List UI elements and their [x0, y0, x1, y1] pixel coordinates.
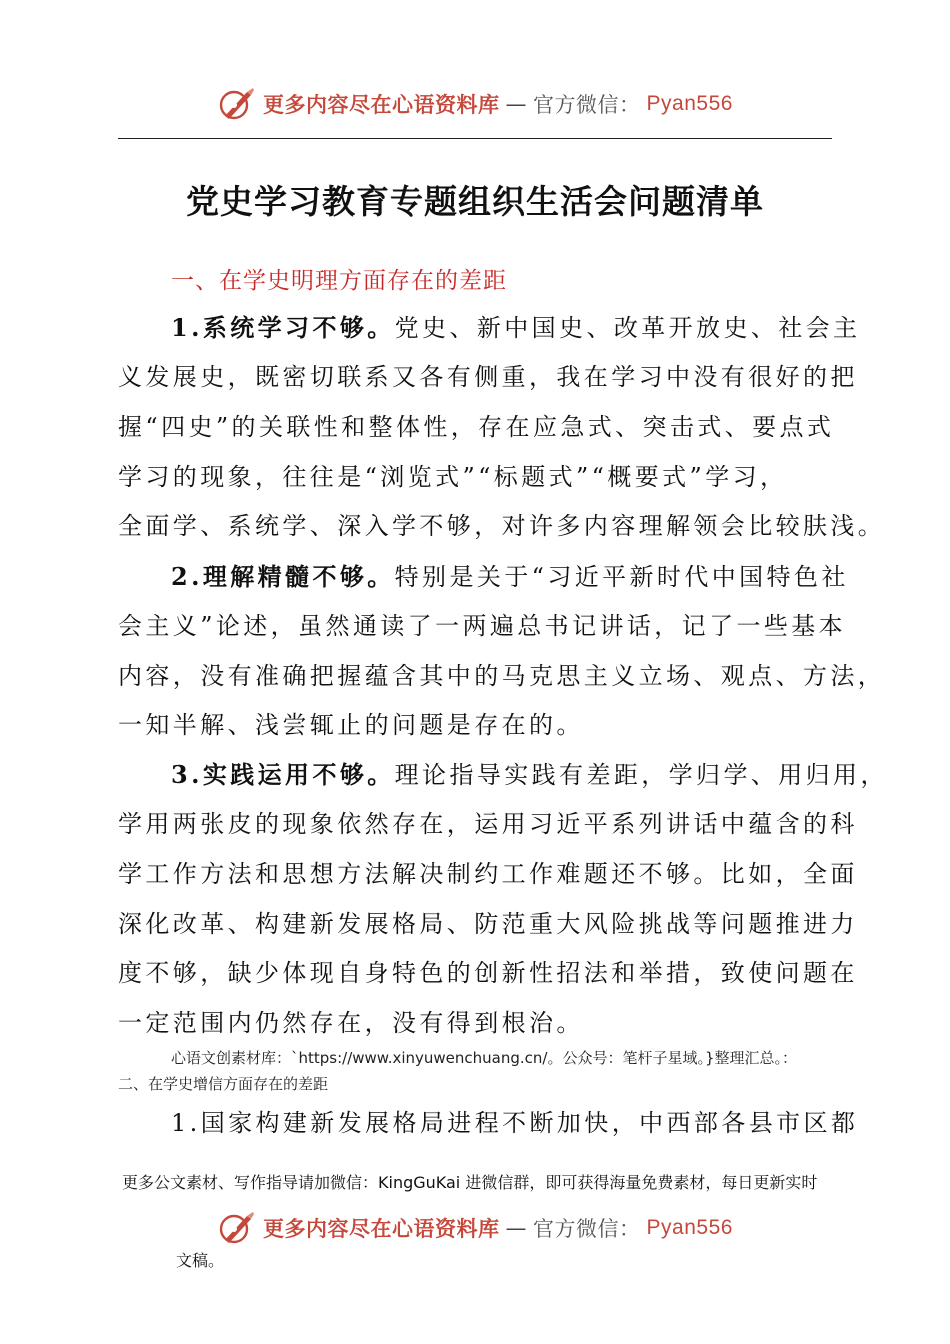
item-2-line: 会主义”论述，虽然通读了一两遍总书记讲话，记了一些基本	[118, 612, 847, 640]
watermark-dash: —	[505, 1216, 528, 1240]
item-2-line: 内容，没有准确把握蕴含其中的马克思主义立场、观点、方法，	[118, 662, 886, 690]
promo-line-tail: 文稿。	[176, 1251, 225, 1270]
watermark-footer	[0, 1210, 950, 1246]
watermark-label: 官方微信：	[533, 1217, 641, 1241]
item-1-line: 义发展史，既密切联系又各有侧重，我在学习中没有很好的把	[118, 363, 858, 391]
item-3-line: 度不够，缺少体现自身特色的创新性招法和举措，致使问题在	[118, 959, 858, 987]
section-2-item-1-line: 1.国家构建新发展格局进程不断加快，中西部各县市区都	[171, 1109, 859, 1137]
pen-logo-icon	[217, 1210, 257, 1246]
item-2-text: 特别是关于“习近平新时代中国特色社	[394, 563, 849, 591]
item-3-text: 理论指导实践有差距，学归学、用归用，	[394, 761, 888, 789]
promo-line: 更多公文素材、写作指导请加微信：KingGuKai 进微信群，即可获得海量免费素材，每日更新实时	[122, 1173, 818, 1192]
page-title: 党史学习教育专题组织生活会问题清单	[186, 182, 764, 221]
item-1-line: 全面学、系统学、深入学不够，对许多内容理解领会比较肤浅。	[118, 512, 886, 540]
item-3-line: 深化改革、构建新发展格局、防范重大风险挑战等问题推进力	[118, 910, 858, 938]
item-3-line: 学用两张皮的现象依然存在，运用习近平系列讲话中蕴含的科	[118, 810, 858, 838]
item-2-line	[171, 561, 849, 593]
item-3-line	[171, 759, 888, 791]
item-1-text: 党史、新中国史、改革开放史、社会主	[394, 314, 861, 342]
item-1-line: 学习的现象，往往是“浏览式”“标题式”“概要式”学习，	[118, 463, 788, 491]
watermark-brand: 更多内容尽在心语资料库	[263, 93, 500, 117]
watermark-id: Pyan556	[646, 92, 733, 115]
watermark-header	[0, 86, 950, 122]
watermark-dash: —	[505, 92, 528, 116]
item-3-line: 一定范围内仍然存在，没有得到根治。	[118, 1009, 584, 1037]
watermark-label: 官方微信：	[533, 93, 641, 117]
item-2-line: 一知半解、浅尝辄止的问题是存在的。	[118, 711, 584, 739]
item-3-lead: 3.实践运用不够。	[171, 760, 395, 789]
item-2-lead: 2.理解精髓不够。	[171, 562, 395, 591]
section-1-heading: 一、在学史明理方面存在的差距	[171, 268, 507, 294]
watermark-brand: 更多内容尽在心语资料库	[263, 1217, 500, 1241]
item-3-line: 学工作方法和思想方法解决制约工作难题还不够。比如，全面	[118, 860, 858, 888]
item-1-line	[171, 312, 861, 344]
section-2-heading: 二、在学史增信方面存在的差距	[118, 1075, 329, 1093]
header-divider	[118, 138, 832, 139]
item-1-line: 握“四史”的关联性和整体性，存在应急式、突击式、要点式	[118, 413, 835, 441]
watermark-id: Pyan556	[646, 1216, 733, 1239]
item-1-lead: 1.系统学习不够。	[171, 313, 395, 342]
pen-logo-icon	[217, 86, 257, 122]
source-note: 心语文创素材库：`https://www.xinyuwenchuang.cn/。公众号：笔杆子星域。}整理汇总。：	[171, 1049, 798, 1067]
